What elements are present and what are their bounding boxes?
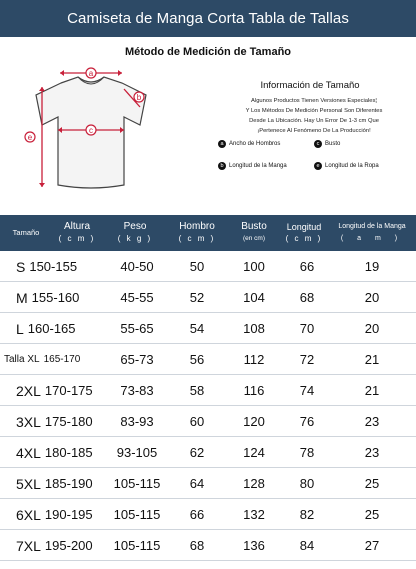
length-value: 68 [299, 290, 315, 305]
table-row [0, 468, 416, 499]
size-cell [16, 251, 120, 282]
shoulder-value: 68 [189, 538, 205, 553]
size-label: 5XL [16, 475, 41, 492]
height-value: 155-160 [31, 290, 80, 305]
length-value: 76 [299, 414, 315, 429]
info-line: Y Los Métodos De Medición Personal Son Diferentes [245, 108, 383, 114]
size-cell [16, 375, 120, 406]
bust-value: 112 [243, 352, 265, 367]
table-row [0, 375, 416, 406]
header-bust: Busto (en cm) [241, 221, 267, 242]
table-row [0, 406, 416, 437]
sleeve-value: 25 [364, 507, 380, 522]
header-shoulder: Hombro ( c m ) [178, 221, 216, 243]
tshirt-icon [6, 55, 176, 205]
weight-value: 105-115 [113, 507, 161, 522]
size-cell [16, 530, 120, 561]
info-title: Información de Tamaño [260, 80, 360, 91]
height-value: 180-185 [44, 445, 93, 460]
table-row [0, 344, 416, 375]
header-size: Tamaño [12, 228, 40, 237]
shoulder-value: 52 [189, 290, 205, 305]
weight-value: 105-115 [113, 476, 161, 491]
label-a: a [88, 69, 94, 78]
table-header [0, 215, 416, 251]
legend-label: Busto [325, 141, 341, 147]
bust-value: 132 [243, 507, 265, 522]
height-value: 175-180 [44, 414, 93, 429]
legend-label: Longitud de la Manga [229, 163, 287, 169]
table-row [0, 282, 416, 313]
title-bar [0, 0, 416, 37]
size-label: 3XL [16, 413, 41, 430]
weight-value: 105-115 [113, 538, 161, 553]
legend-key: a [218, 140, 226, 148]
shirt-diagram [6, 55, 176, 205]
height-value: 185-190 [44, 476, 93, 491]
bust-value: 136 [243, 538, 265, 553]
size-label: Talla XL [4, 354, 40, 365]
shoulder-value: 54 [189, 321, 205, 336]
table-row [0, 530, 416, 561]
shoulder-value: 58 [189, 383, 205, 398]
sleeve-value: 27 [364, 538, 380, 553]
height-value: 190-195 [44, 507, 93, 522]
length-value: 78 [299, 445, 315, 460]
shoulder-value: 50 [189, 259, 205, 274]
method-title: Método de Medición de Tamaño [124, 46, 292, 58]
legend-item [314, 162, 379, 170]
size-cell [16, 499, 120, 530]
label-e: e [27, 133, 33, 142]
header-sleeve: Longitud de la Manga ( a m ) [338, 223, 406, 242]
height-value: 165-170 [43, 354, 81, 365]
table-row [0, 499, 416, 530]
height-value: 195-200 [44, 538, 93, 553]
size-label: 6XL [16, 506, 41, 523]
shoulder-value: 66 [189, 507, 205, 522]
length-value: 66 [299, 259, 315, 274]
length-value: 82 [299, 507, 315, 522]
legend-key: e [314, 162, 322, 170]
weight-value: 83-93 [120, 414, 154, 429]
size-cell [16, 313, 120, 344]
page-title: Camiseta de Manga Corta Tabla de Tallas [67, 10, 349, 27]
weight-value: 93-105 [116, 445, 158, 460]
weight-value: 73-83 [120, 383, 154, 398]
sleeve-value: 20 [364, 321, 380, 336]
sleeve-value: 19 [364, 259, 380, 274]
legend-key: c [314, 140, 322, 148]
table-row [0, 437, 416, 468]
legend-item [218, 140, 280, 148]
shoulder-value: 56 [189, 352, 205, 367]
sleeve-value: 21 [364, 352, 380, 367]
bust-value: 124 [243, 445, 265, 460]
size-label: 2XL [16, 382, 41, 399]
bust-value: 120 [243, 414, 265, 429]
size-cell [4, 344, 108, 375]
header-length: Longitud ( c m ) [285, 222, 323, 243]
label-b: b [136, 93, 142, 102]
size-info [214, 80, 414, 136]
legend-item [218, 162, 287, 170]
table-row [0, 251, 416, 282]
length-value: 74 [299, 383, 315, 398]
info-line: Desde La Ubicación. Hay Un Error De 1-3 cm Que [249, 118, 379, 124]
bust-value: 116 [243, 383, 265, 398]
header-weight: Peso ( k g ) [117, 221, 153, 243]
length-value: 84 [299, 538, 315, 553]
size-label: 7XL [16, 537, 41, 554]
legend-label: Ancho de Hombros [229, 141, 281, 147]
shoulder-value: 64 [189, 476, 205, 491]
length-value: 72 [299, 352, 315, 367]
label-c: c [89, 126, 93, 135]
shoulder-value: 60 [189, 414, 205, 429]
size-label: M [16, 289, 28, 306]
bust-value: 108 [243, 321, 265, 336]
sleeve-value: 23 [364, 414, 380, 429]
height-value: 170-175 [44, 383, 93, 398]
table-row [0, 313, 416, 344]
sleeve-value: 20 [364, 290, 380, 305]
shoulder-value: 62 [189, 445, 205, 460]
measure-legend [218, 140, 408, 174]
size-label: S [16, 258, 26, 275]
header-height: Altura ( c m ) [58, 221, 96, 243]
size-label: L [16, 320, 24, 337]
legend-key: b [218, 162, 226, 170]
size-cell [16, 282, 120, 313]
size-cell [16, 468, 120, 499]
weight-value: 45-55 [120, 290, 154, 305]
length-value: 70 [299, 321, 315, 336]
size-label: 4XL [16, 444, 41, 461]
weight-value: 65-73 [120, 352, 154, 367]
sleeve-value: 25 [364, 476, 380, 491]
sleeve-value: 23 [364, 445, 380, 460]
info-text [214, 96, 414, 136]
length-value: 80 [299, 476, 315, 491]
legend-label: Longitud de la Ropa [325, 163, 379, 169]
weight-value: 40-50 [120, 259, 154, 274]
weight-value: 55-65 [120, 321, 154, 336]
info-line: ¡Pertenece Al Fenómeno De La Producción! [257, 128, 371, 134]
bust-value: 104 [243, 290, 265, 305]
height-value: 160-165 [27, 321, 76, 336]
info-line: Algunos Productos Tienen Versiones Especiales¦ [251, 98, 377, 104]
height-value: 150-155 [29, 259, 78, 274]
size-cell [16, 437, 120, 468]
size-cell [16, 406, 120, 437]
bust-value: 128 [243, 476, 265, 491]
legend-item [314, 140, 340, 148]
bust-value: 100 [243, 259, 265, 274]
sleeve-value: 21 [364, 383, 380, 398]
